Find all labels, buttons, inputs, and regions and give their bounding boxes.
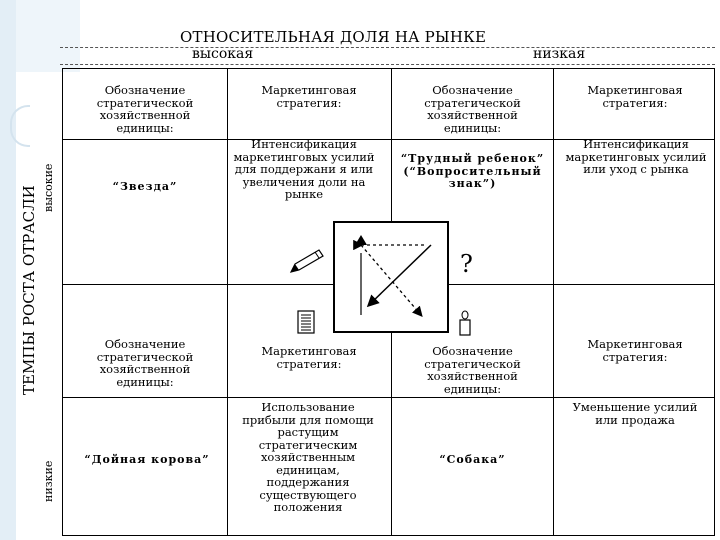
- star-strategy: Интенсификация маркетинговых усилий для поддержани я или увеличения доли на рынке: [233, 137, 375, 201]
- decorative-side-bar: [0, 0, 16, 540]
- question-strategy-label: Маркетинговая стратегия:: [587, 83, 683, 110]
- question-strategy: Интенсификация маркетинговых усилий или уход с рынка: [565, 137, 707, 176]
- cow-strategy: Использование прибыли для помощи растущим стратегическим хозяйственным единицам, поддержания существующего положения: [242, 400, 374, 514]
- document-icon: [296, 310, 316, 334]
- grid-line-bottom-row: [62, 397, 715, 398]
- question-name: “Трудный ребенок” (“Вопросительный знак”): [400, 152, 545, 190]
- dog-strategy-label: Маркетинговая стратегия:: [587, 337, 683, 364]
- arrow-diagonal-down-left: [369, 245, 431, 305]
- grid-line-col3: [553, 68, 554, 536]
- candle-icon: [457, 310, 473, 336]
- cow-designation-label: Обозначение стратегической хозяйственной единицы:: [96, 337, 194, 389]
- center-transition-box: [333, 221, 449, 333]
- matrix-title: ОТНОСИТЕЛЬНАЯ ДОЛЯ НА РЫНКЕ: [180, 28, 487, 46]
- question-mark-symbol: ?: [460, 250, 473, 278]
- star-designation-label: Обозначение стратегической хозяйственной единицы:: [96, 83, 194, 135]
- header-band: [60, 47, 715, 65]
- star-strategy-label: Маркетинговая стратегия:: [261, 83, 357, 110]
- side-high-growth: высокие: [42, 163, 55, 212]
- star-name: “Звезда”: [112, 180, 178, 193]
- cow-name: “Дойная корова”: [84, 453, 210, 466]
- dog-designation-label: Обозначение стратегической хозяйственной единицы:: [424, 344, 521, 396]
- side-low-growth: низкие: [42, 460, 55, 502]
- header-high-share: высокая: [192, 46, 254, 62]
- dog-strategy: Уменьшение усилий или продажа: [572, 400, 698, 427]
- transition-arrows: [335, 223, 447, 331]
- side-axis-label: ТЕМПЫ РОСТА ОТРАСЛИ: [20, 185, 38, 395]
- cow-strategy-label: Маркетинговая стратегия:: [261, 344, 357, 371]
- dog-name: “Собака”: [439, 453, 506, 466]
- arrow-left-head: [355, 235, 367, 245]
- header-low-share: низкая: [533, 46, 586, 62]
- question-designation-label: Обозначение стратегической хозяйственной единицы:: [424, 83, 521, 135]
- pencil-icon: [287, 246, 327, 276]
- grid-line-col1: [227, 68, 228, 536]
